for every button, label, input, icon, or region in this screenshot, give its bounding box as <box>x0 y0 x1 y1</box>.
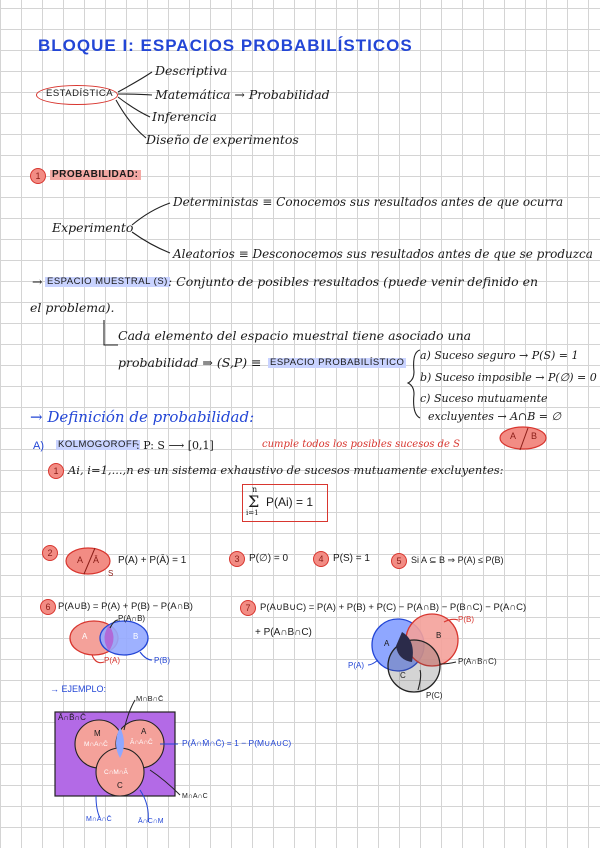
case-c: c) Suceso mutuamente <box>420 392 548 405</box>
ejemplo-c: C <box>117 781 123 790</box>
venn7-pc: P(C) <box>426 691 443 700</box>
section-number-1: 1 <box>30 168 46 184</box>
branch-diseno: Diseño de experimentos <box>146 132 299 147</box>
page-title: BLOQUE I: ESPACIOS PROBABILÍSTICOS <box>38 36 413 55</box>
ejemplo-corner: Ā∩B̄∩C̄ <box>58 713 86 722</box>
prop-2-a: A <box>77 555 84 565</box>
prop-7-text-2: + P(A∩B∩C) <box>255 627 312 638</box>
axiom-number-1: 1 <box>48 463 64 479</box>
venn7-a: A <box>384 639 390 648</box>
ejemplo-b2: Ā∩C∩M <box>138 818 164 825</box>
espacio-def-2: el problema). <box>30 300 115 315</box>
prop-number-6: 6 <box>40 599 56 615</box>
venn6-inter: P(A∩B) <box>118 614 146 623</box>
venn7-pb: P(B) <box>458 615 474 624</box>
kolmogoroff-term: KOLMOGOROFF <box>58 439 139 450</box>
branch-inferencia: Inferencia <box>152 109 217 124</box>
espacio-def-1: : Conjunto de posibles resultados (puede venir definido en <box>168 274 539 289</box>
ejemplo-r1: M∩A∩C̄ <box>84 741 108 748</box>
venn6-pb: P(B) <box>154 656 170 665</box>
prop-number-4: 4 <box>313 551 329 567</box>
deterministas-text: Deterministas ≡ Conocemos sus resultados antes de que ocurra <box>173 195 564 209</box>
venn6-b: B <box>133 632 139 641</box>
venn6-a: A <box>82 632 88 641</box>
espacio-arrow: → <box>32 274 43 289</box>
prop-number-5: 5 <box>391 553 407 569</box>
axiom-1-text: Ai, i=1,...,n es un sistema exhaustivo de sucesos mutuamente excluyentes: <box>68 463 504 477</box>
sum-bottom: i=1 <box>246 509 259 517</box>
probabilidad-heading: PROBABILIDAD: <box>52 169 139 180</box>
prop-6-text: P(A∪B) = P(A) + P(B) − P(A∩B) <box>58 601 193 612</box>
ejemplo-b1: M∩A∩C̄ <box>86 816 112 823</box>
branch-matematica: Matemática → Probabilidad <box>155 87 330 102</box>
sum-symbol: Σ <box>248 492 260 511</box>
ejemplo-heading: → EJEMPLO: <box>50 684 107 694</box>
kolmogoroff-letter: A) <box>33 440 44 452</box>
experimento-label: Experimento <box>52 220 134 235</box>
ejemplo-r3: C∩M∩Ā <box>104 769 128 776</box>
case-a: a) Suceso seguro → P(S) = 1 <box>420 349 579 362</box>
ejemplo-a: A <box>141 727 147 736</box>
venn7-c: C <box>400 671 406 680</box>
ejemplo-top: M∩B∩C̄ <box>136 694 164 703</box>
prop-4-text: P(S) = 1 <box>333 553 370 564</box>
ab-circle-a: A <box>510 431 517 441</box>
sum-formula: P(Ai) = 1 <box>266 495 314 509</box>
venn7-pa: P(A) <box>348 661 364 670</box>
cada-elemento-2: probabilidad ⇒ (S,P) ≡ <box>118 355 262 370</box>
sum-top: n <box>252 485 258 494</box>
estadistica-label: ESTADÍSTICA <box>46 88 114 99</box>
case-b: b) Suceso imposible → P(∅) = 0 <box>420 371 597 384</box>
prop-number-2: 2 <box>42 545 58 561</box>
espacio-muestral-term: ESPACIO MUESTRAL (S) <box>47 276 168 287</box>
branch-descriptiva: Descriptiva <box>155 63 228 78</box>
kolmogoroff-note: cumple todos los posibles sucesos de S <box>262 439 461 450</box>
espacio-probabilistico: ESPACIO PROBABILÍSTICO <box>270 357 405 368</box>
definicion-heading: → Definición de probabilidad: <box>30 408 255 426</box>
prop-5-text: Si A ⊆ B ⇒ P(A) ≤ P(B) <box>411 555 504 565</box>
prop-number-3: 3 <box>229 551 245 567</box>
ejemplo-formula: P(Ā∩M̄∩C̄) = 1 − P(M∪A∪C) <box>182 738 292 748</box>
venn6-pa: P(A) <box>104 656 120 665</box>
ejemplo-m: M <box>94 729 101 738</box>
ejemplo-b3: M∩A∩C <box>182 793 208 800</box>
case-c-2: excluyentes → A∩B = ∅ <box>428 410 562 423</box>
prop-7-text: P(A∪B∪C) = P(A) + P(B) + P(C) − P(A∩B) − P(B∩C) − P(A∩C) <box>260 602 527 613</box>
aleatorios-text: Aleatorios ≡ Desconocemos sus resultados antes de que se produzca <box>173 247 593 261</box>
ejemplo-r2: Ā∩A∩C̄ <box>130 739 153 746</box>
cada-elemento-1: Cada elemento del espacio muestral tiene asociado una <box>118 328 472 343</box>
venn7-b: B <box>436 631 442 640</box>
prop-3-text: P(∅) = 0 <box>249 553 288 564</box>
kolmogoroff-map: : P: S ⟶ [0,1] <box>136 439 214 452</box>
prop-2-text: P(A) + P(Ā) = 1 <box>118 555 187 566</box>
prop-2-s: S <box>108 569 114 578</box>
venn7-pabc: P(A∩B∩C) <box>458 657 497 666</box>
prop-number-7: 7 <box>240 600 256 616</box>
ab-circle-b: B <box>531 431 538 441</box>
prop-2-abar: Ā <box>93 555 100 565</box>
